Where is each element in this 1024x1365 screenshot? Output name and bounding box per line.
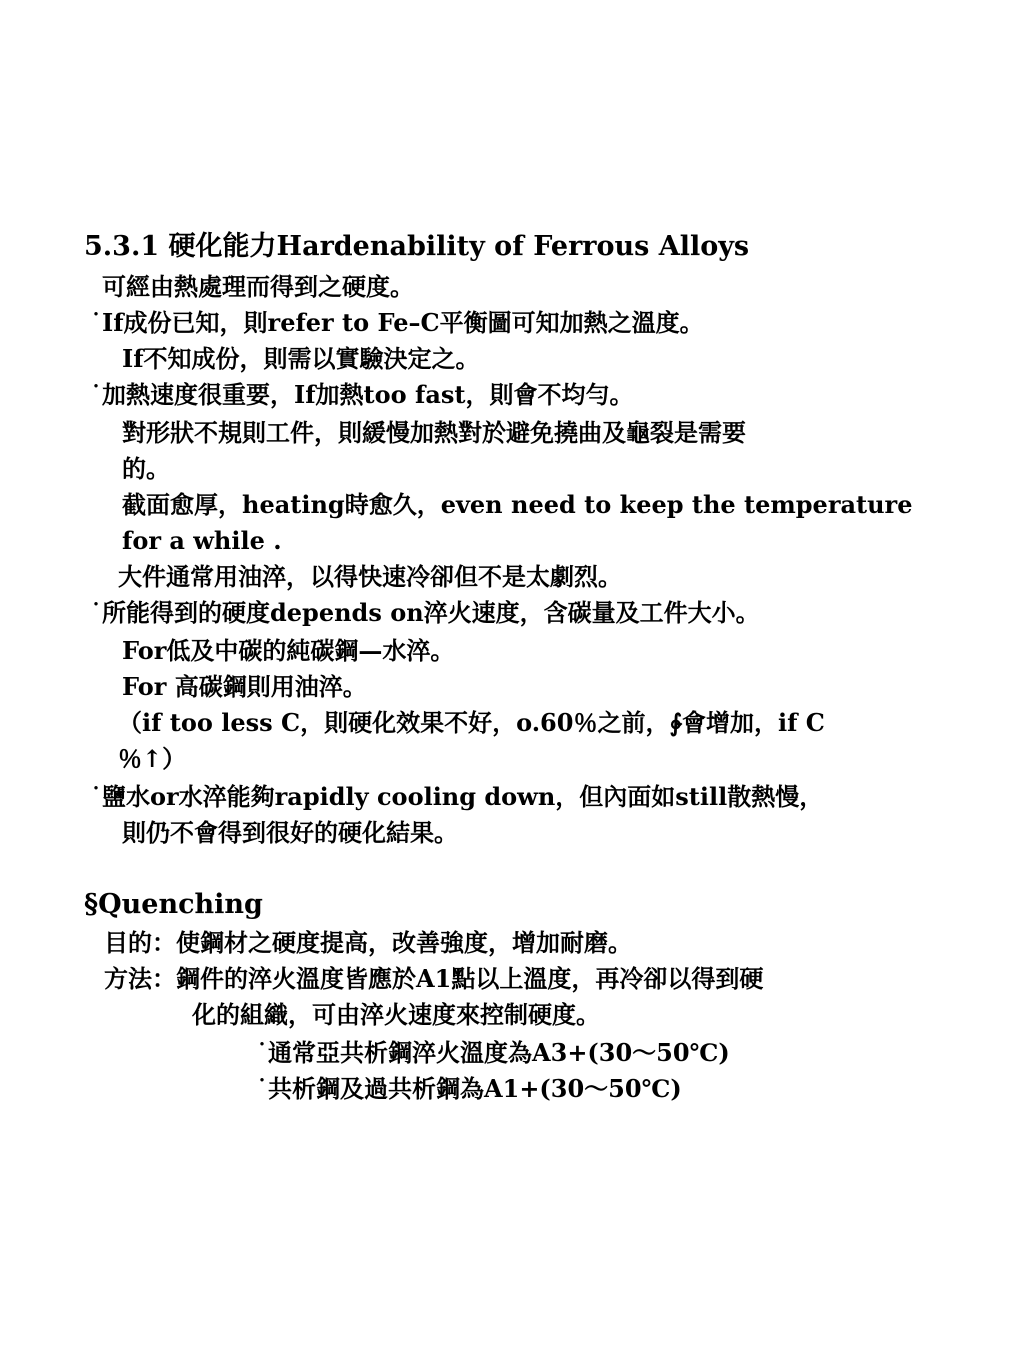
text-line-16: 則仍不會得到很好的硬化結果。 — [122, 818, 458, 847]
text-line-4: ˙加熱速度很重要，If加熱too fast，則會不均勻。 — [90, 380, 634, 409]
text-line-11: For低及中碳的純碳鋼—水淬。 — [122, 636, 455, 665]
text-line-3: If不知成份，則需以實驗決定之。 — [122, 344, 480, 373]
text-line-6: 的。 — [122, 454, 170, 483]
text-line-1: 可經由熱處理而得到之硬度。 — [102, 272, 414, 301]
quench-bullet-eutectoid: ˙共析鋼及過共析鋼為A1+(30～50℃) — [256, 1074, 682, 1103]
quench-method: 方法：鋼件的淬火溫度皆應於A1點以上溫度，再冷卻以得到硬 — [104, 964, 764, 993]
quench-purpose: 目的：使鋼材之硬度提高，改善強度，增加耐磨。 — [104, 928, 632, 957]
text-line-2: ˙If成份已知，則refer to Fe–C平衡圖可知加熱之溫度。 — [90, 308, 704, 337]
text-line-14: ％↑） — [118, 744, 187, 773]
text-line-15: ˙鹽水or水淬能夠rapidly cooling down，但內面如still散熱慢， — [90, 782, 824, 811]
text-line-5: 對形狀不規則工件，則緩慢加熱對於避免撓曲及龜裂是需要 — [122, 418, 746, 447]
text-line-8: for a while . — [122, 526, 282, 555]
text-line-13: （if too less C，則硬化效果不好，o.60％之前，∲會增加，if C — [118, 708, 825, 737]
text-line-12: For 高碳鋼則用油淬。 — [122, 672, 367, 701]
page-title: 5.3.1 硬化能力Hardenability of Ferrous Alloys — [84, 231, 750, 262]
section-title-quenching: §Quenching — [84, 889, 263, 920]
quench-method-cont: 化的組織，可由淬火速度來控制硬度。 — [192, 1000, 600, 1029]
text-line-10: ˙所能得到的硬度depends on淬火速度，含碳量及工件大小。 — [90, 598, 760, 627]
text-line-9: 大件通常用油淬，以得快速冷卻但不是太劇烈。 — [118, 562, 622, 591]
quench-bullet-hypoeutectoid: ˙通常亞共析鋼淬火溫度為A3+(30～50℃) — [256, 1038, 730, 1067]
text-line-7: 截面愈厚，heating時愈久，even need to keep the temperature — [122, 490, 913, 519]
